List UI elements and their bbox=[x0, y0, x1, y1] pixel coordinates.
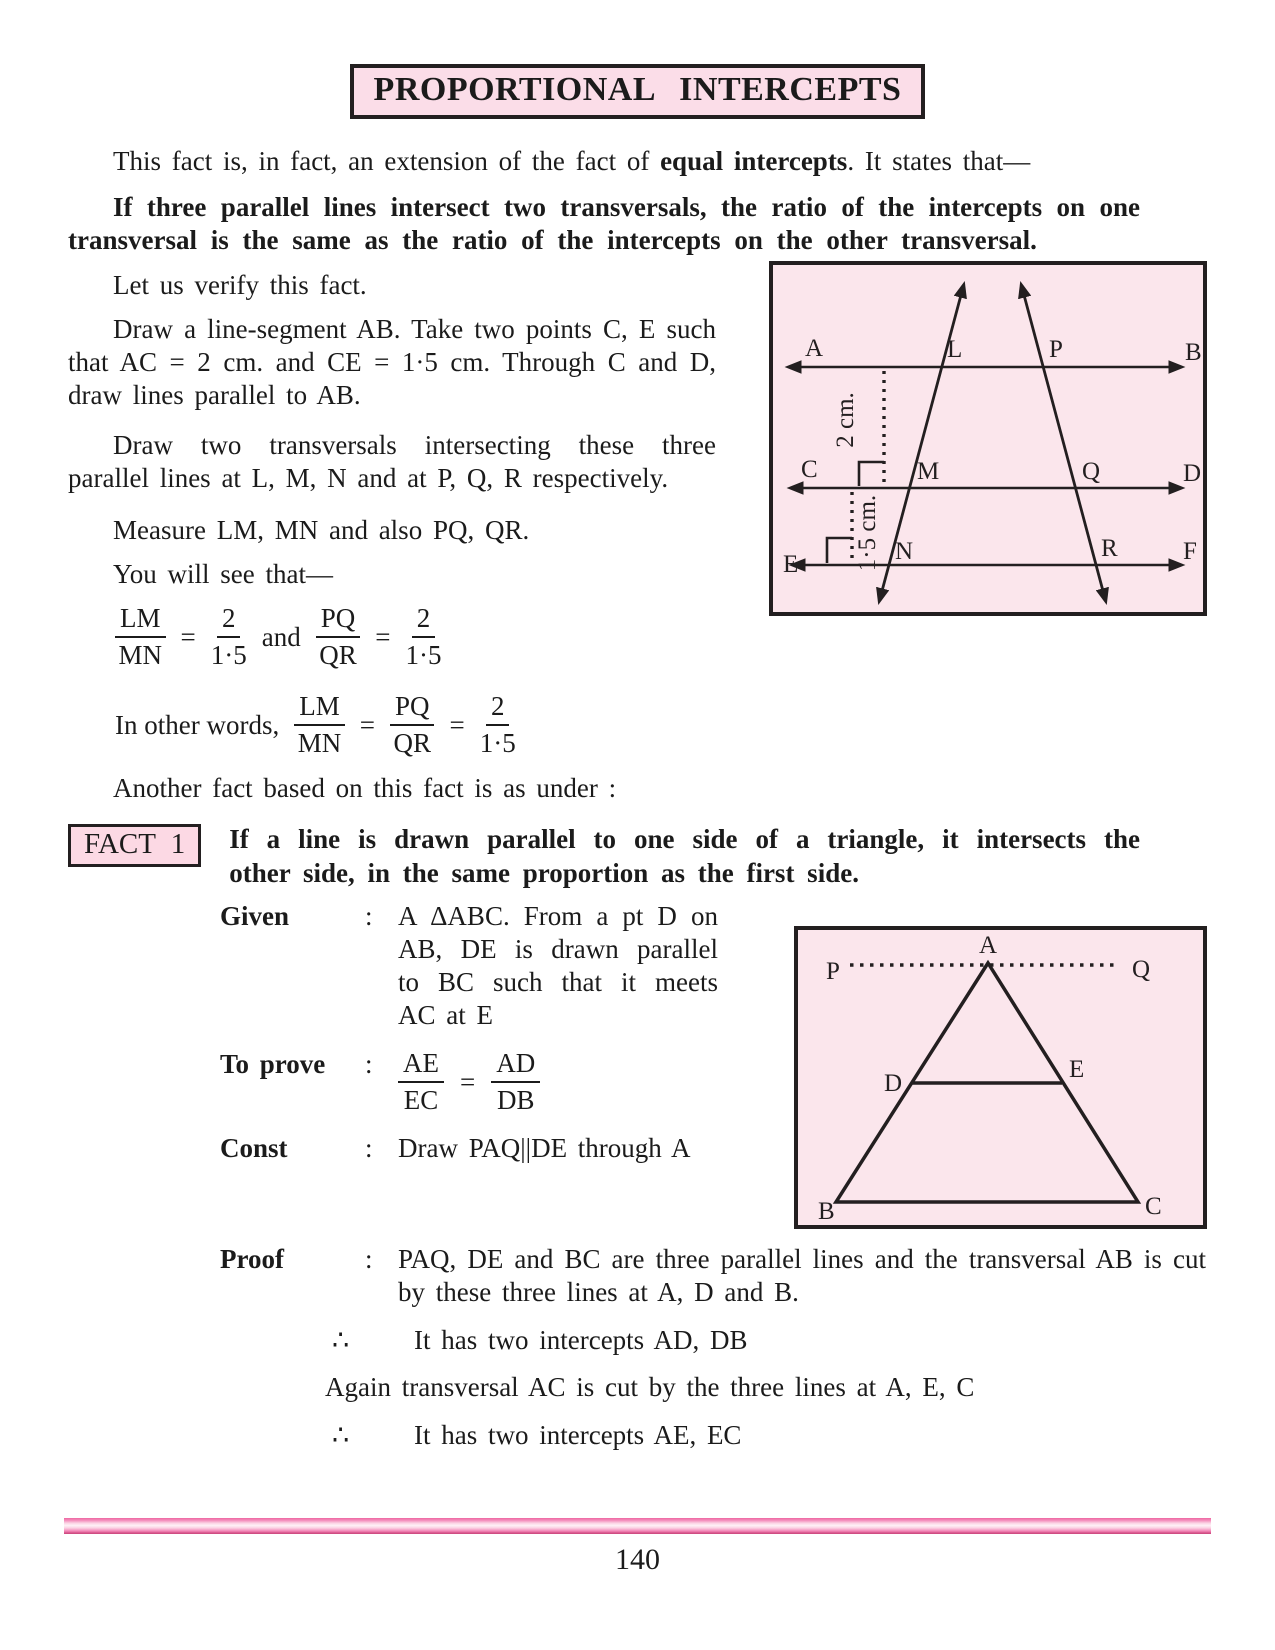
fraction-numerator: LM bbox=[294, 691, 345, 726]
draw-segment-paragraph: Draw a line-segment AB. Take two points C, E such that AC = 2 cm. and CE = 1·5 cm. Through C and D, draw lines parallel to AB. bbox=[68, 314, 716, 410]
construction-row bbox=[68, 1132, 718, 1165]
page-number: 140 bbox=[615, 1543, 660, 1576]
measure-line: Measure LM, MN and also PQ, QR. bbox=[113, 515, 530, 545]
fraction-denominator: 1·5 bbox=[210, 640, 247, 670]
construction-label: Const bbox=[220, 1133, 288, 1163]
label-D: D bbox=[884, 1070, 903, 1097]
label-D: D bbox=[1183, 460, 1202, 487]
equation-row-1 bbox=[115, 603, 716, 671]
proof-text: PAQ, DE and BC are three parallel lines and the transversal AB is cut by these three lines at A, D and B. bbox=[398, 1244, 1206, 1307]
fraction-numerator: PQ bbox=[316, 603, 361, 638]
label-E: E bbox=[783, 551, 799, 578]
equation-ae-ec bbox=[398, 1048, 718, 1116]
statement-paragraph: If three parallel lines intersect two transversals, the ratio of the intercepts on one transversal is the same as the ratio of the intercepts on the other transversal. bbox=[68, 192, 1140, 255]
verification-text-column bbox=[68, 261, 716, 759]
equals-sign: = bbox=[359, 709, 375, 740]
intro-bold: equal intercepts bbox=[660, 146, 848, 176]
fraction-numerator: 2 bbox=[486, 691, 510, 726]
therefore-text-1: It has two intercepts AD, DB bbox=[414, 1325, 748, 1355]
another-fact-line: Another fact based on this fact is as under : bbox=[113, 773, 617, 803]
fraction-2-15 bbox=[480, 691, 516, 759]
fraction-ae-ec bbox=[398, 1048, 444, 1116]
equation-row-2 bbox=[115, 691, 716, 759]
title-row bbox=[68, 64, 1207, 119]
triangle-figure bbox=[798, 930, 1203, 1220]
you-will-see-line: You will see that— bbox=[113, 559, 334, 589]
to-prove-label: To prove bbox=[220, 1049, 326, 1079]
fraction-ad-db bbox=[491, 1048, 540, 1116]
fraction-pq-qr bbox=[316, 603, 361, 671]
measure-label-1-5cm: 1·5 cm. bbox=[854, 494, 881, 572]
therefore-symbol: ∴ bbox=[332, 1420, 350, 1450]
label-B: B bbox=[1185, 339, 1202, 366]
fraction-denominator: MN bbox=[118, 640, 162, 670]
therefore-symbol: ∴ bbox=[332, 1325, 350, 1355]
equals-sign: = bbox=[460, 1066, 476, 1097]
fraction-denominator: MN bbox=[297, 728, 342, 758]
triangle-diagram bbox=[794, 926, 1207, 1229]
intro-post: . It states that— bbox=[847, 146, 1031, 176]
in-other-words-label: In other words, bbox=[115, 709, 280, 740]
therefore-text-2: It has two intercepts AE, EC bbox=[414, 1420, 742, 1450]
verification-section bbox=[68, 261, 1207, 759]
fact1-statement: If a line is drawn parallel to one side of a triangle, it intersects the other side, in the same proportion as the first side. bbox=[229, 824, 1140, 888]
fraction-denominator: 1·5 bbox=[479, 728, 516, 758]
label-B: B bbox=[818, 1198, 835, 1220]
to-prove-row bbox=[68, 1048, 718, 1116]
parallel-lines-figure bbox=[773, 265, 1203, 607]
equals-sign: = bbox=[180, 621, 196, 652]
label-C: C bbox=[1145, 1193, 1162, 1220]
fraction-denominator: EC bbox=[403, 1085, 439, 1115]
fraction-lm-mn bbox=[115, 603, 166, 671]
given-row bbox=[68, 900, 718, 1032]
proof-label: Proof bbox=[220, 1244, 284, 1274]
label-Q: Q bbox=[1132, 956, 1151, 983]
fraction-numerator: 2 bbox=[412, 603, 436, 638]
page-title: PROPORTIONAL INTERCEPTS bbox=[350, 64, 926, 119]
fact1-badge: FACT 1 bbox=[68, 824, 201, 867]
label-L: L bbox=[947, 336, 963, 363]
parallel-lines-diagram bbox=[769, 261, 1207, 616]
given-text-column bbox=[68, 900, 718, 1165]
fraction-denominator: DB bbox=[496, 1085, 535, 1115]
label-P: P bbox=[1049, 336, 1063, 363]
draw-transversals-paragraph: Draw two transversals intersecting these three parallel lines at L, M, N and at P, Q, R respectively. bbox=[68, 430, 716, 493]
fraction-numerator: AD bbox=[491, 1048, 540, 1083]
colon: : bbox=[365, 1133, 373, 1163]
label-A: A bbox=[805, 335, 824, 362]
given-section bbox=[68, 900, 1207, 1229]
measure-label-2cm: 2 cm. bbox=[832, 392, 859, 448]
conjunction-and: and bbox=[261, 621, 301, 652]
fraction-numerator: 2 bbox=[217, 603, 241, 638]
right-angle-mark-1 bbox=[859, 462, 884, 486]
right-angle-mark-2 bbox=[827, 538, 852, 563]
therefore-row-1 bbox=[68, 1324, 1207, 1357]
fraction-denominator: 1·5 bbox=[405, 640, 442, 670]
verify-line: Let us verify this fact. bbox=[113, 270, 367, 300]
fraction-2-15 bbox=[211, 603, 247, 671]
therefore-row-2 bbox=[68, 1419, 1207, 1452]
label-R: R bbox=[1101, 535, 1118, 562]
colon: : bbox=[365, 1244, 373, 1274]
footer-rule bbox=[64, 1518, 1211, 1534]
colon: : bbox=[365, 901, 373, 931]
intro-pre: This fact is, in fact, an extension of the fact of bbox=[113, 146, 661, 176]
transversal-PQR bbox=[1024, 295, 1103, 591]
fraction-numerator: LM bbox=[115, 603, 166, 638]
fact1-section bbox=[68, 822, 1207, 890]
label-A: A bbox=[979, 932, 998, 959]
construction-text: Draw PAQ||DE through A bbox=[398, 1133, 691, 1163]
label-Q: Q bbox=[1082, 458, 1101, 485]
label-M: M bbox=[917, 458, 940, 485]
fraction-denominator: QR bbox=[319, 640, 357, 670]
fraction-pq-qr bbox=[390, 691, 435, 759]
fraction-denominator: QR bbox=[393, 728, 431, 758]
given-label: Given bbox=[220, 901, 290, 931]
label-E: E bbox=[1069, 1056, 1085, 1083]
to-prove-equation bbox=[398, 1048, 718, 1116]
fraction-lm-mn bbox=[294, 691, 345, 759]
colon: : bbox=[365, 1049, 373, 1079]
fraction-2-15 bbox=[405, 603, 441, 671]
proof-row bbox=[68, 1243, 1207, 1309]
label-N: N bbox=[895, 538, 914, 565]
fraction-numerator: PQ bbox=[390, 691, 435, 726]
label-F: F bbox=[1183, 538, 1197, 565]
given-text: A ΔABC. From a pt D on AB, DE is drawn parallel to BC such that it meets AC at E bbox=[398, 901, 718, 1030]
fraction-numerator: AE bbox=[398, 1048, 444, 1083]
intro-paragraph bbox=[68, 145, 1187, 178]
label-C: C bbox=[801, 456, 818, 483]
again-transversal-line: Again transversal AC is cut by the three lines at A, E, C bbox=[325, 1372, 975, 1402]
label-P: P bbox=[826, 958, 840, 985]
equals-sign: = bbox=[375, 621, 391, 652]
equals-sign: = bbox=[449, 709, 465, 740]
